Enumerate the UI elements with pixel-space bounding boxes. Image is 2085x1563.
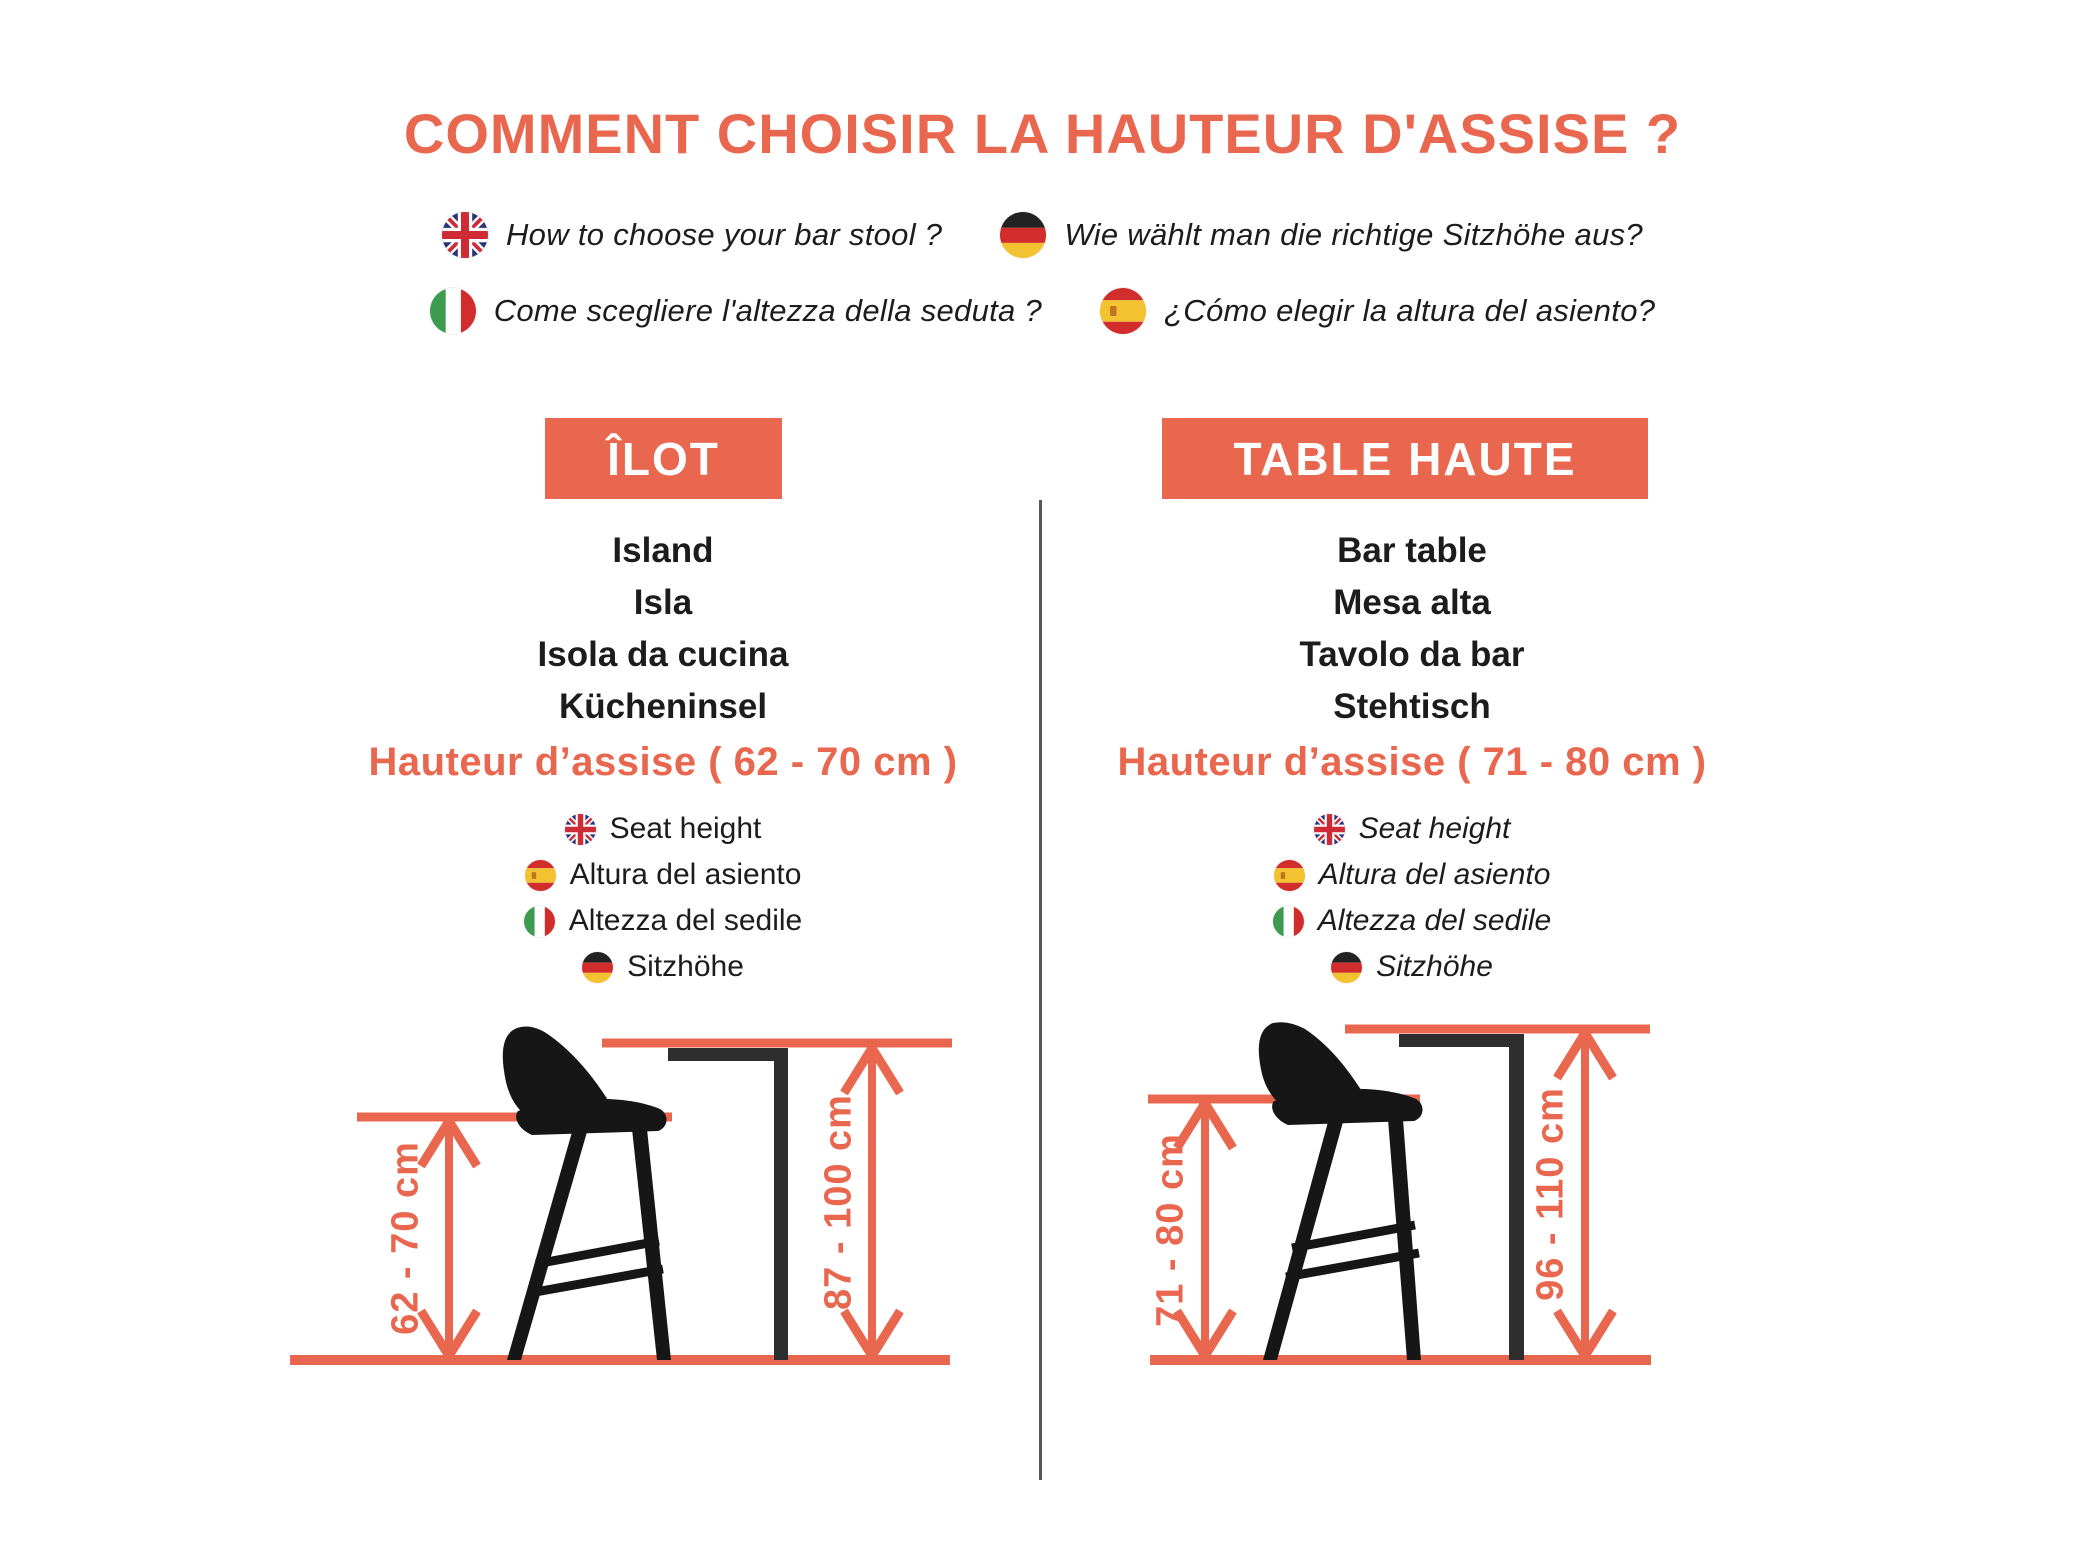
language-row-1	[0, 212, 2085, 258]
table-leg	[774, 1048, 788, 1360]
language-text-german: Wie wählt man die richtige Sitzhöhe aus?	[1064, 217, 1643, 252]
language-german	[1000, 212, 1643, 258]
page-title: COMMENT CHOISIR LA HAUTEUR D'ASSISE ?	[403, 102, 1682, 165]
stool-footrest	[530, 1269, 663, 1293]
it-flag-icon	[524, 906, 555, 937]
de-flag-icon	[582, 952, 613, 983]
ilot-seat-height-title: Hauteur d’assise ( 62 - 70 cm )	[368, 740, 958, 784]
uk-flag-icon	[565, 814, 596, 845]
it-flag-icon	[430, 288, 476, 334]
stool-footrest	[1286, 1253, 1419, 1277]
de-flag-icon	[1331, 952, 1362, 983]
seat-height-label-it: Altezza del sedile	[1317, 904, 1552, 937]
table-haute-translations	[1112, 525, 1712, 733]
ilot-translation-it: Isola da cucina	[537, 635, 789, 674]
list-item	[1032, 944, 1792, 990]
language-spanish	[1100, 288, 1655, 334]
seat-height-arrow	[421, 1121, 477, 1356]
ilot-header-label: ÎLOT	[607, 432, 720, 485]
table-haute-seat-height-translations	[1032, 806, 1792, 990]
stool-footrest	[536, 1241, 659, 1264]
stool-front-leg	[507, 1132, 587, 1360]
list-item	[1032, 898, 1792, 944]
es-flag-icon	[525, 860, 556, 891]
language-text-english: How to choose your bar stool ?	[506, 217, 943, 252]
es-flag-icon	[1100, 288, 1146, 334]
uk-flag-icon	[442, 212, 488, 258]
seat-height-label-it: Altezza del sedile	[568, 904, 803, 937]
seat-height-label-en: Seat height	[609, 812, 762, 845]
table-height-range-label: 96 - 110 cm	[1529, 1087, 1572, 1301]
seat-height-label-de: Sitzhöhe	[1376, 950, 1493, 983]
it-flag-icon	[1273, 906, 1304, 937]
language-text-spanish: ¿Cómo elegir la altura del asiento?	[1164, 293, 1656, 328]
language-english	[442, 212, 942, 258]
table-haute-header-badge	[1162, 418, 1648, 499]
seat-height-range-label: 71 - 80 cm	[1149, 1133, 1192, 1327]
tabletop	[1399, 1034, 1524, 1047]
ilot-seat-height-translations	[283, 806, 1043, 990]
stool-back-leg	[1388, 1119, 1421, 1360]
de-flag-icon	[1000, 212, 1046, 258]
list-item	[1032, 852, 1792, 898]
ilot-translation-es: Isla	[633, 583, 693, 622]
ilot-diagram	[285, 1020, 955, 1440]
table	[668, 1048, 788, 1360]
list-item	[283, 806, 1043, 852]
table-haute-seat-height-title: Hauteur d’assise ( 71 - 80 cm )	[1117, 740, 1707, 784]
seat-height-label-de: Sitzhöhe	[627, 950, 744, 983]
seat-height-label-es: Altura del asiento	[1318, 858, 1551, 891]
table-haute-translation-de: Stehtisch	[1333, 687, 1491, 726]
ilot-translation-en: Island	[612, 531, 714, 570]
table-haute-translation-it: Tavolo da bar	[1299, 635, 1525, 674]
language-italian	[430, 288, 1042, 334]
ilot-translations	[363, 525, 963, 733]
seat-height-label-en: Seat height	[1358, 812, 1511, 845]
uk-flag-icon	[1314, 814, 1345, 845]
list-item	[283, 852, 1043, 898]
ilot-translation-de: Kücheninsel	[558, 687, 768, 726]
seat-height-label-es: Altura del asiento	[569, 858, 802, 891]
language-text-italian: Come scegliere l'altezza della seduta ?	[493, 293, 1043, 328]
list-item	[283, 898, 1043, 944]
table-height-range-label: 87 - 100 cm	[817, 1094, 860, 1310]
ilot-header-badge	[545, 418, 782, 499]
bar-stool	[503, 1027, 671, 1360]
bar-stool	[1259, 1022, 1423, 1360]
table-haute-translation-en: Bar table	[1337, 531, 1487, 570]
language-row-2	[0, 288, 2085, 334]
seat-height-range-label: 62 - 70 cm	[384, 1141, 427, 1335]
tabletop	[668, 1048, 788, 1061]
table-haute-header-label: TABLE HAUTE	[1233, 432, 1577, 485]
table-leg	[1509, 1034, 1524, 1360]
column-divider	[1039, 500, 1042, 1480]
table	[1399, 1034, 1524, 1360]
es-flag-icon	[1274, 860, 1305, 891]
list-item	[283, 944, 1043, 990]
list-item	[1032, 806, 1792, 852]
table-haute-translation-es: Mesa alta	[1333, 583, 1491, 622]
table-haute-diagram	[1130, 1020, 1800, 1440]
